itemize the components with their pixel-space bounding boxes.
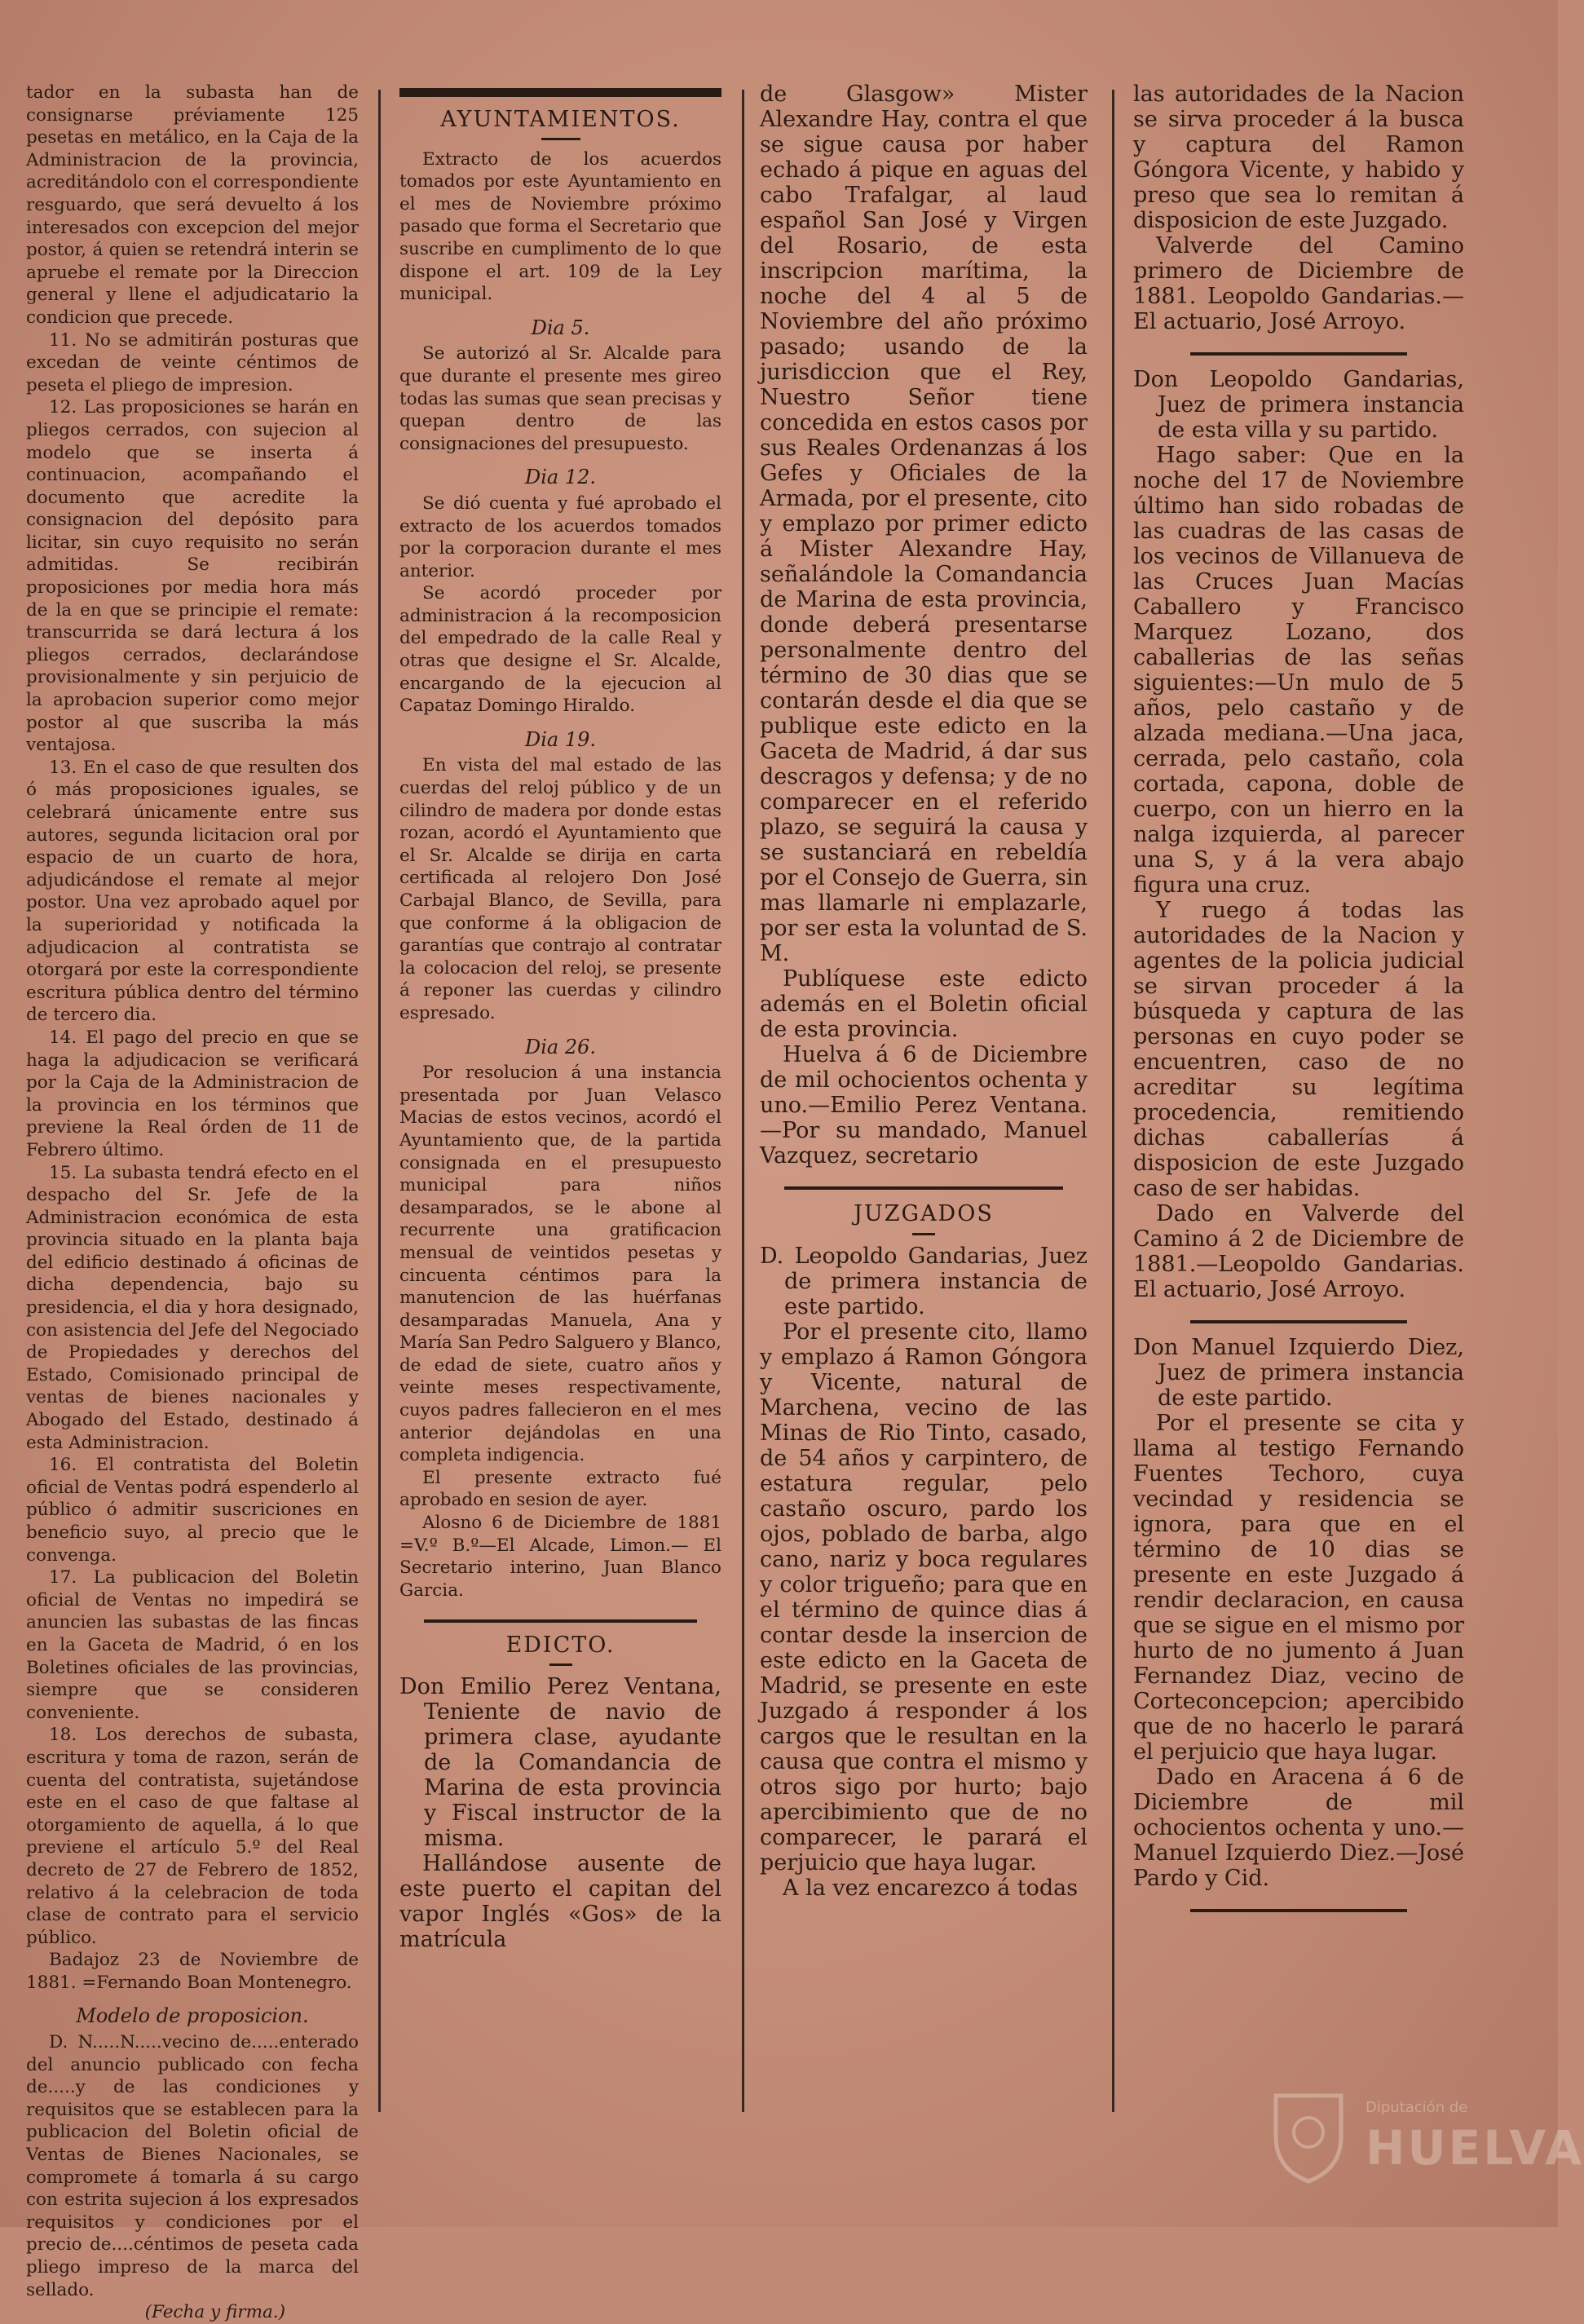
signature: Dado en Aracena á 6 de Diciembre de mil ochocientos ochenta y uno.—Manuel Izquierdo Diez.—José Pardo y Cid. (1133, 1765, 1464, 1891)
official-title: Don Manuel Izquierdo Diez, Juez de primera instancia de este partido. (1133, 1335, 1464, 1411)
short-rule (549, 1663, 572, 1666)
paragraph: Se dió cuenta y fué aprobado el extracto de los acuerdos tomados por la corporacion durante el mes anterior. (399, 493, 721, 581)
paragraph: Extracto de los acuerdos tomados por este Ayuntamiento en el mes de Noviembre próximo pasado que forma el Secretario que suscribe en cumplimento de lo que dispone el art. 109 de la Ley municipal. (399, 148, 721, 305)
day-heading: Dia 26. (524, 1035, 597, 1058)
paragraph: A la vez encarezco á todas (783, 1876, 1079, 1901)
paragraph: 14. El pago del precio en que se haga la adjudicacion se verificará por la Caja de la Administracion de la provincia en los términos que previene la Real órden de 11 de Febrero último. (26, 1027, 359, 1160)
signature: Alosno 6 de Diciembre de 1881 =V.º B.º—El Alcade, Limon.— El Secretario interino, Juan Blanco Garcia. (399, 1513, 721, 1601)
column-1 (26, 82, 359, 2323)
day-heading: Dia 12. (524, 466, 597, 489)
paragraph: 12. Las proposiciones se harán en pliegos cerrados, con sujecion al modelo que se inserta á continuacion, acompañando el documento que acredite la consignacion del depósito para licitar, sin cuyo requisito no serán admitidas. Se recibirán proposiciones por media hora más de la en que se principie el remate: transcurrida se dará lectura á los pliegos cerrados, declarándose provisionalmente y sin perjuicio de la aprobacion superior como mejor postor al que suscriba la más ventajosa. (26, 397, 359, 756)
column-3 (760, 82, 1088, 2153)
paragraph: 11. No se admitirán posturas que excedan de veinte céntimos de peseta el pliego de impresion. (26, 329, 359, 395)
paragraph: 18. Los derechos de subasta, escritura y toma de razon, serán de cuenta del contratista, sujetándose este en el caso de que faltase al otorgamiento de aquella, á lo que previene el artículo 5.º del Real decreto de 27 de Febrero de 1852, relativo á la celebracion de toda clase de contrato para el servicio público. (26, 1725, 359, 1948)
archive-watermark (1268, 2088, 1584, 2194)
short-rule (912, 1233, 935, 1235)
column-2 (399, 82, 721, 2153)
paragraph: 15. La subasta tendrá efecto en el despacho del Sr. Jefe de la Administracion económica de esta provincia situado en la planta baja del edificio destinado á oficinas de dicha dependencia, bajo su presidencia, el dia y hora designado, con asistencia del Jefe del Negociado de Propiedades y derechos del Estado, Comisionado principal de ventas de bienes nacionales y Abogado del Estado, destinado á esta Administracion. (26, 1162, 359, 1453)
section-rule (784, 1186, 1063, 1190)
day-heading: Dia 19. (524, 727, 597, 751)
paragraph: las autoridades de la Nacion se sirva proceder á la busca y captura del Ramon Góngora Vicente, y habido y preso que sea lo remitan á disposicion de este Juzgado. (1133, 82, 1464, 233)
column-4 (1133, 82, 1464, 2153)
short-rule (541, 138, 580, 140)
signature: Huelva á 6 de Diciembre de mil ochocientos ochenta y uno.—Emilio Perez Ventana.—Por su mandado, Manuel Vazquez, secretario (760, 1042, 1088, 1169)
paragraph: Se autorizó al Sr. Alcalde para que durante el presente mes gireo todas las sumas que sean precisas y quepan dentro de las consignaciones del presupuesto. (399, 343, 721, 454)
paragraph: 17. La publicacion del Boletin oficial de Ventas no impedirá se anuncien las subastas de las fincas en la Gaceta de Madrid, ó en los Boletines oficiales de las provincias, siempre que se consideren conveniente. (26, 1567, 359, 1723)
paragraph: Se acordó proceder por administracion á la recomposicion del empedrado de la calle Real y otras que designe el Sr. Alcalde, encargando de la ejecucion al Capataz Domingo Hiraldo. (399, 583, 721, 717)
model-text: D. N.....N.....vecino de.....enterado del anuncio publicado con fecha de.....y de las condiciones y requisitos que se establecen para la publicacion del Boletin oficial de Ventas de Bienes Nacionales, se compromete á tomarla á su cargo con estrita sujecion á los expresados requisitos y condiciones por el precio de....céntimos de peseta cada pliego impreso de la marca del sellado. (26, 2032, 359, 2300)
paragraph: Hago saber: Que en la noche del 17 de Noviembre último han sido robadas de las cuadras de las casas de los vecinos de Villanueva de las Cruces Juan Macías Caballero y Francisco Marquez Lozano, dos caballerias de las señas siguientes:—Un mulo de 5 años, pelo castaño y de alzada mediana.—Una jaca, cerrada, pelo castaño, cola cortada, capona, doble de cuerpo, con un hierro en la nalga izquierda, al parecer una S, y á la vera abajo figura una cruz. (1133, 443, 1464, 898)
coat-of-arms-icon (1268, 2088, 1349, 2185)
paragraph: Hallándose ausente de este puerto el capitan del vapor Inglés «Gos» de la matrícula (399, 1851, 721, 1952)
section-title: JUZGADOS (854, 1201, 994, 1226)
section-rule (1190, 1909, 1407, 1912)
watermark-label: HUELVA (1366, 2120, 1584, 2176)
section-title: EDICTO. (505, 1633, 616, 1659)
signature: Valverde del Camino primero de Diciembre de 1881. Leopoldo Gandarias.—El actuario, José Arroyo. (1133, 233, 1464, 334)
section-rule (399, 88, 721, 97)
section-rule (1190, 352, 1407, 356)
column-rule (742, 90, 744, 2112)
column-rule (378, 90, 381, 2112)
model-title: Modelo de proposicion. (76, 2004, 309, 2028)
signature: Badajoz 23 de Noviembre de 1881. =Fernando Boan Montenegro. (26, 1950, 359, 1993)
model-sign: (Fecha y firma.) (144, 2302, 285, 2323)
paragraph: El presente extracto fué aprobado en sesion de ayer. (399, 1467, 721, 1511)
paragraph: 16. El contratista del Boletin oficial de Ventas podrá espenderlo al público ó admitir suscriciones en beneficio suyo, al precio que le convenga. (26, 1455, 359, 1566)
watermark-subtitle: Diputación de (1366, 2099, 1468, 2116)
day-heading: Dia 5. (531, 316, 590, 339)
paragraph: de Glasgow» Mister Alexandre Hay, contra el que se sigue causa por haber echado á pique en aguas del cabo Trafalgar, al laud español San José y Virgen del Rosario, de esta inscripcion marítima, la noche del 4 al 5 de Noviembre del año próximo pasado; usando de la jurisdiccion que el Rey, Nuestro Señor tiene concedida en estos casos por sus Reales Ordenanzas á los Gefes y Oficiales de la Armada, por el presente, cito y emplazo por primer edicto á Mister Alexandre Hay, señalándole la Comandancia de Marina de esta provincia, donde deberá presentarse personalmente dentro del término de 30 dias que se contarán desde el dia que se publique este edicto en la Gaceta de Madrid, á dar sus descragos y defensa; y de no comparecer en el referido plazo, se seguirá la causa y se sustanciará en rebeldía por el Consejo de Guerra, sin mas llamarle ni emplazarle, por ser esta la voluntad de S. M. (760, 82, 1088, 966)
section-title: AYUNTAMIENTOS. (440, 107, 681, 132)
official-title: Don Emilio Perez Ventana, Teniente de navio de primera clase, ayudante de la Comandancia de Marina de esta provincia y Fiscal instructor de la misma. (399, 1674, 721, 1851)
section-rule (424, 1619, 697, 1623)
paragraph: Publíquese este edicto además en el Boletin oficial de esta provincia. (760, 966, 1088, 1042)
paragraph: Por resolucion á una instancia presentada por Juan Velasco Macias de estos vecinos, acordó el Ayuntamiento que, de la partida consignada en el presupuesto municipal para niños desamparados, se le abone al recurrente una gratificacion mensual de veintidos pesetas y cincuenta céntimos para la manutencion de las huérfanas desamparadas Manuela, Ana y María San Pedro Salguero y Blanco, de edad de siete, cuatro años y veinte meses respectivamente, cuyos padres fallecieron en el mes anterior dejándolas en una completa indigencia. (399, 1063, 721, 1466)
paragraph: En vista del mal estado de las cuerdas del reloj público y de un cilindro de madera por donde estas rozan, acordó el Ayuntamiento que el Sr. Alcalde se dirija en carta certificada al relojero Don José Carbajal Blanco, de Sevilla, para que conforme á la obligacion de garantías que contrajo al contratar la colocacion del reloj, se presente á reponer las cuerdas y cilindro espresado. (399, 755, 721, 1023)
column-rule (1112, 90, 1114, 2112)
paragraph: Por el presente se cita y llama al testigo Fernando Fuentes Techoro, cuya vecindad y residencia se ignora, para que en el término de 10 dias se presente en este Juzgado á rendir declaracion, en causa que se sigue en el mismo por hurto de no jumento á Juan Fernandez Diaz, vecino de Corteconcepcion; apercibido que de no hacerlo le parará el perjuicio que haya lugar. (1133, 1411, 1464, 1765)
paragraph: Por el presente cito, llamo y emplazo á Ramon Góngora y Vicente, natural de Marchena, vecino de las Minas de Rio Tinto, casado, de 54 años y carpintero, de estatura regular, pelo castaño oscuro, pardo los ojos, poblado de barba, algo cano, nariz y boca regulares y color trigueño; para que en el término de quince dias á contar desde la insercion de este edicto en la Gaceta de Madrid, se presente en este Juzgado á responder á los cargos que le resultan en la causa que contra el mismo y otros sigo por hurto; bajo apercibimiento que de no comparecer, le parará el perjuicio que haya lugar. (760, 1319, 1088, 1876)
official-title: D. Leopoldo Gandarias, Juez de primera instancia de este partido. (760, 1244, 1088, 1319)
section-rule (1190, 1320, 1407, 1323)
paragraph: tador en la subasta han de consignarse préviamente 125 pesetas en metálico, en la Caja de la Administracion de la provincia, acreditándolo con el correspondiente resguardo, que será devuelto á los interesados con excepcion del mejor postor, á quien se retendrá interin se apruebe el remate por la Direccion general y llene el adjudicatario la condicion que precede. (26, 82, 359, 328)
official-title: Don Leopoldo Gandarias, Juez de primera instancia de esta villa y su partido. (1133, 367, 1464, 443)
paragraph: 13. En el caso de que resulten dos ó más proposiciones iguales, se celebrará únicamente entre sus autores, segunda licitacion oral por espacio de un cuarto de hora, adjudicándose el remate al mejor postor. Una vez aprobado aquel por la superioridad y notificada la adjudicacion al contratista se otorgará por este la correspondiente escritura pública dentro del término de tercero dia. (26, 757, 359, 1026)
paragraph: Y ruego á todas las autoridades de la Nacion y agentes de la policia judicial se sirvan proceder á la búsqueda y captura de las personas en cuyo poder se encuentren, caso de no acreditar su legítima procedencia, remitiendo dichas caballerías á disposicion de este Juzgado caso de ser habidas. (1133, 898, 1464, 1201)
signature: Dado en Valverde del Camino á 2 de Diciembre de 1881.—Leopoldo Gandarias. El actuario, José Arroyo. (1133, 1201, 1464, 1302)
